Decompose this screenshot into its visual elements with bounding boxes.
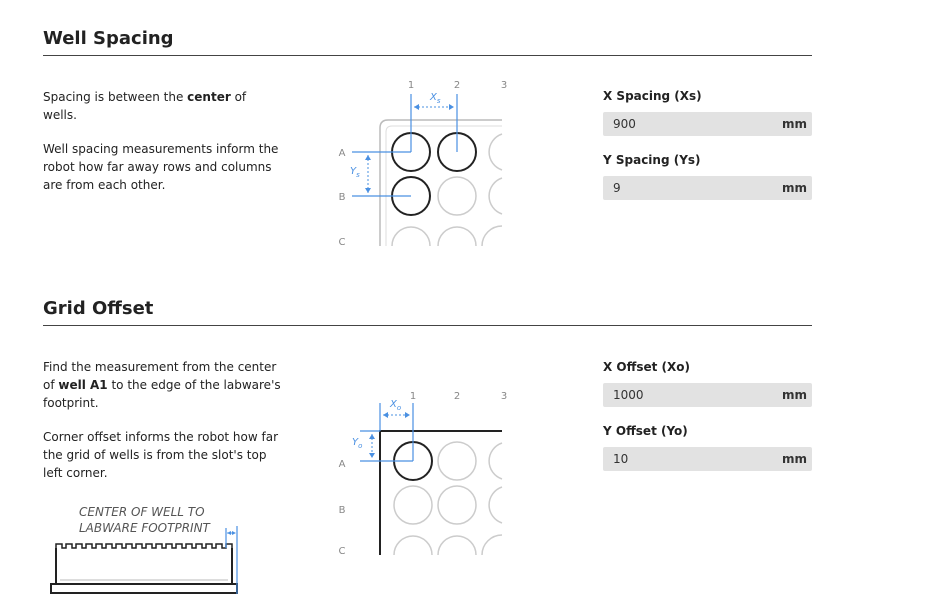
y-offset-unit: mm [781,452,807,466]
y-offset-input[interactable] [613,447,763,471]
well-c1 [394,536,432,555]
col-label-1: 1 [409,391,417,402]
row-label-c: C [338,546,346,557]
well-b2 [438,177,476,215]
x-spacing-label: X Spacing (Xs) [603,89,702,103]
xs-symbol: $X_s$ [430,92,441,105]
grid-offset-diagram [330,385,520,560]
well-c2 [438,227,476,246]
labware-side-view-diagram [48,524,248,600]
well-a3 [489,443,502,479]
x-spacing-unit: mm [781,117,807,131]
x-offset-input[interactable] [613,383,763,407]
x-offset-field[interactable] [603,383,812,407]
well-spacing-diagram [330,74,520,249]
row-label-b: B [338,505,346,516]
y-spacing-unit: mm [781,181,807,195]
well-b3 [489,487,502,523]
col-label-2: 2 [453,391,461,402]
well-spacing-desc-p1: Spacing is between the center of wells. [43,90,247,122]
grid-offset-title: Grid Offset [43,298,154,319]
well-c1 [392,227,430,246]
yo-symbol: $Y_o$ [352,437,363,450]
xo-symbol: $X_o$ [390,399,402,412]
labware-footprint-caption: CENTER OF WELL TO LABWARE FOOTPRINT [79,505,210,535]
y-offset-field[interactable] [603,447,812,471]
well-spacing-desc-p2: Well spacing measurements inform the robot how far away rows and columns are from each other. [43,142,279,192]
x-spacing-input[interactable] [613,112,763,136]
well-b1 [394,486,432,524]
well-spacing-title: Well Spacing [43,28,174,49]
row-label-b: B [338,192,346,203]
well-b2 [438,486,476,524]
well-spacing-description [43,88,283,210]
y-spacing-input[interactable] [613,176,763,200]
col-label-1: 1 [407,80,415,91]
col-label-3: 3 [500,391,508,402]
well-spacing-divider [43,55,812,56]
well-b3 [489,178,502,214]
grid-offset-divider [43,325,812,326]
well-a3 [489,134,502,170]
labware-footprint-base [51,584,237,593]
grid-offset-desc-p2: Corner offset informs the robot how far the grid of wells is from the slot's top left corner. [43,430,279,480]
ys-symbol: $Y_s$ [350,166,360,179]
well-c2 [438,536,476,555]
x-offset-label: X Offset (Xo) [603,360,691,374]
y-offset-label: Y Offset (Yo) [603,424,688,438]
row-label-a: A [338,148,346,159]
grid-offset-desc-p1: Find the measurement from the center of well A1 to the edge of the labware's footprint. [43,360,281,410]
y-spacing-label: Y Spacing (Ys) [603,153,701,167]
col-label-3: 3 [500,80,508,91]
well-a2 [438,442,476,480]
well-c3 [482,535,502,555]
row-label-a: A [338,459,346,470]
row-label-c: C [338,237,346,248]
grid-offset-description [43,358,283,498]
col-label-2: 2 [453,80,461,91]
y-spacing-field[interactable] [603,176,812,200]
well-c3 [482,226,502,246]
x-offset-unit: mm [781,388,807,402]
x-spacing-field[interactable] [603,112,812,136]
